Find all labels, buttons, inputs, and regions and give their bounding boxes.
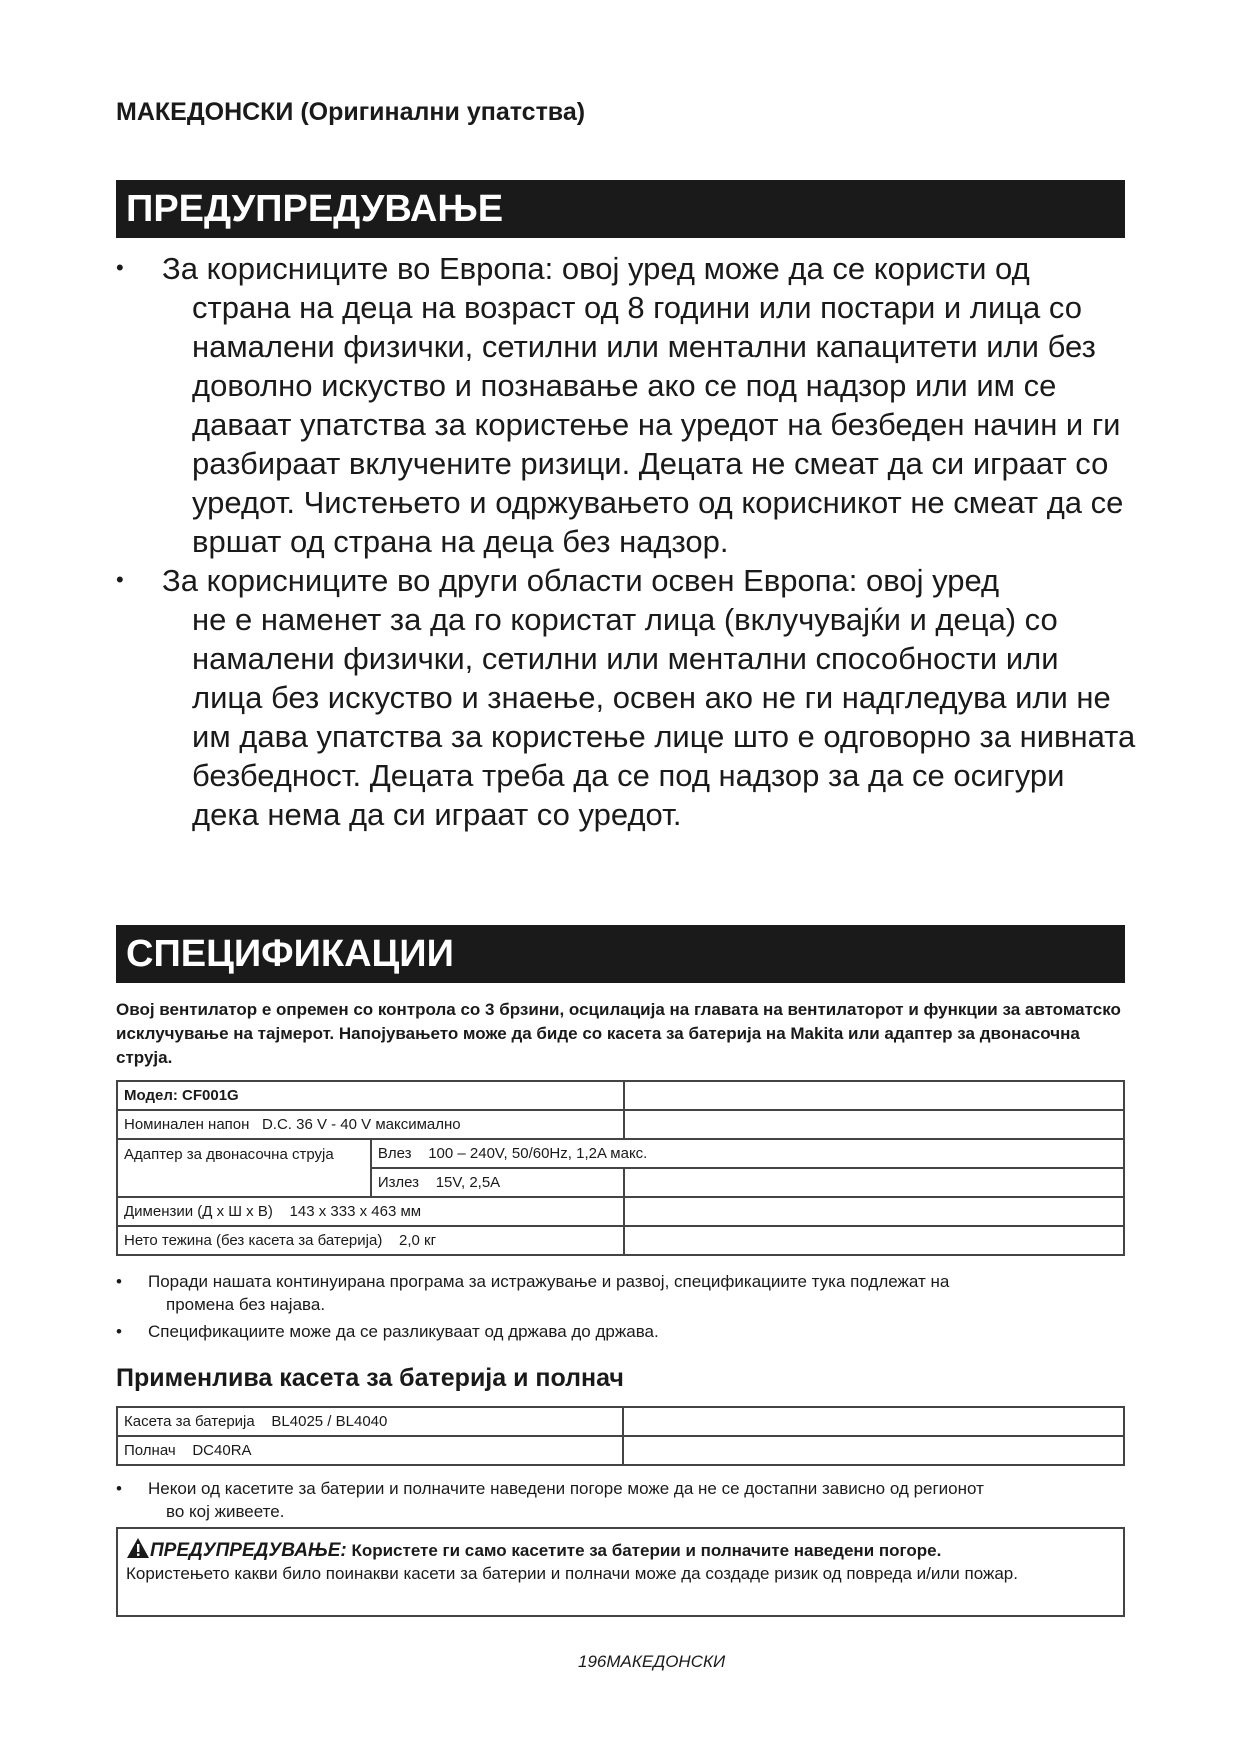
rated-voltage-value: D.C. 36 V - 40 V максимално (261, 1116, 461, 1133)
note-continuation: во кој живеете. (166, 1502, 285, 1521)
empty-cell (624, 1226, 1125, 1255)
warning-triangle-icon (126, 1537, 150, 1559)
model-cell (117, 1081, 624, 1110)
warning-box-body: Користењето какви било поинакви касети за батерии и полначи може да создаде ризик од повреда и/или пожар. (126, 1564, 1018, 1583)
note-first-line: Поради нашата континуирана програма за истражување и развој, спецификациите тука подлежат на (148, 1272, 950, 1291)
note-item (116, 1477, 1136, 1523)
bullet-first-line: За корисниците во Европа: овој уред може да се користи од (162, 251, 1030, 286)
document-language-title: МАКЕДОНСКИ (Оригинални упатства) (116, 98, 586, 126)
note-first-line: Спецификациите може да се разликуваат од држава до држава. (148, 1322, 659, 1341)
empty-cell (624, 1110, 1125, 1139)
dimensions-label: Димензии (Д x Ш x В) (124, 1203, 273, 1220)
adapter-label: Адаптер за двонасочна струја (117, 1139, 371, 1197)
specifications-intro: Овој вентилатор е опремен со контрола со 3 брзини, осцилација на главата на вентилаторот и функции за автоматско исклучување на тајмерот. Напојувањето може да биде со касета за батерија на Makita или адаптер за двонасочна струја. (116, 1000, 1121, 1067)
cartridge-cell (117, 1407, 623, 1436)
note-item (116, 1270, 1136, 1316)
bullet-dot: • (116, 567, 124, 592)
net-weight-value: 2,0 кг (399, 1232, 437, 1249)
warning-bullet-list (116, 249, 1136, 834)
empty-cell (624, 1197, 1125, 1226)
empty-cell (623, 1436, 1124, 1465)
output-label: Излез (377, 1174, 420, 1191)
table-row (117, 1081, 1124, 1110)
note-continuation: промена без најава. (166, 1295, 326, 1314)
dimensions-value: 143 x 333 x 463 мм (289, 1203, 422, 1220)
warning-section-heading: ПРЕДУПРЕДУВАЊЕ (116, 180, 1125, 238)
empty-cell (624, 1081, 1125, 1110)
rated-voltage-label: Номинален напон (124, 1116, 250, 1133)
net-weight-cell (117, 1226, 624, 1255)
empty-cell (624, 1168, 1125, 1197)
bullet-dot: • (116, 255, 124, 280)
note-item (116, 1320, 1136, 1343)
cartridge-value: BL4025 / BL4040 (271, 1413, 388, 1430)
warning-box (116, 1527, 1125, 1617)
cartridge-label: Касета за батерија (124, 1413, 255, 1430)
adapter-output-cell (371, 1168, 624, 1197)
bullet-dot: • (116, 1272, 122, 1291)
dimensions-cell (117, 1197, 624, 1226)
adapter-input-cell (371, 1139, 1124, 1168)
empty-cell (623, 1407, 1124, 1436)
specifications-heading: СПЕЦИФИКАЦИИ (116, 925, 1125, 983)
bullet-continuation: не е наменет за да го користат лица (вклучувајќи и деца) со намалени физички, сетилни или ментални способности или лица без искуство и знаење, освен ако не ги надгледува или не им дава упатства за користење лице што е одговорно за нивната безбедност. Децата треба да се под надзор за да се осигури дека нема да си играат со уредот. (192, 602, 1136, 832)
battery-section-heading: Применлива касета за батерија и полнач (116, 1364, 624, 1392)
warning-box-strong-text: Користете ги само касетите за батерии и полначите наведени погоре. (346, 1541, 942, 1560)
page-footer: 196МАКЕДОНСКИ (578, 1652, 726, 1671)
input-value: 100 – 240V, 50/60Hz, 1,2A макс. (428, 1145, 648, 1162)
table-row (117, 1110, 1124, 1139)
warning-bullet-other-regions (116, 561, 1136, 834)
note-first-line: Некои од касетите за батерии и полначите наведени погоре може да не се достапни зависно од регионот (148, 1479, 984, 1498)
specifications-notes (116, 1270, 1136, 1347)
bullet-continuation: страна на деца на возраст од 8 години или постари и лица со намалени физички, сетилни или ментални капацитети или без доволно искуство и познавање ако се под надзор или им се даваат упатства за користење на уредот на безбеден начин и ги разбираат вклучените ризици. Децата не смеат да си играат со уредот. Чистењето и одржувањето од корисникот не смеат да се вршат од страна на деца без надзор. (192, 290, 1124, 559)
table-row (117, 1139, 1124, 1168)
output-value: 15V, 2,5A (435, 1174, 501, 1191)
net-weight-label: Нето тежина (без касета за батерија) (124, 1232, 383, 1249)
table-row (117, 1197, 1124, 1226)
bullet-dot: • (116, 1479, 122, 1498)
bullet-first-line: За корисниците во други области освен Европа: овој уред (162, 563, 1000, 598)
specifications-table (116, 1080, 1125, 1256)
warning-box-label: ПРЕДУПРЕДУВАЊЕ: (150, 1540, 347, 1561)
table-row (117, 1226, 1124, 1255)
rated-voltage-cell (117, 1110, 624, 1139)
warning-box-headline (126, 1537, 1115, 1562)
charger-label: Полнач (124, 1442, 176, 1459)
battery-notes (116, 1477, 1136, 1527)
model-label: Модел: (124, 1087, 178, 1104)
input-label: Влез (377, 1145, 412, 1162)
table-row (117, 1407, 1124, 1436)
charger-value: DC40RA (192, 1442, 252, 1459)
warning-bullet-europe (116, 249, 1136, 561)
table-row (117, 1436, 1124, 1465)
battery-table (116, 1406, 1125, 1466)
model-value: CF001G (182, 1087, 239, 1104)
bullet-dot: • (116, 1322, 122, 1341)
charger-cell (117, 1436, 623, 1465)
